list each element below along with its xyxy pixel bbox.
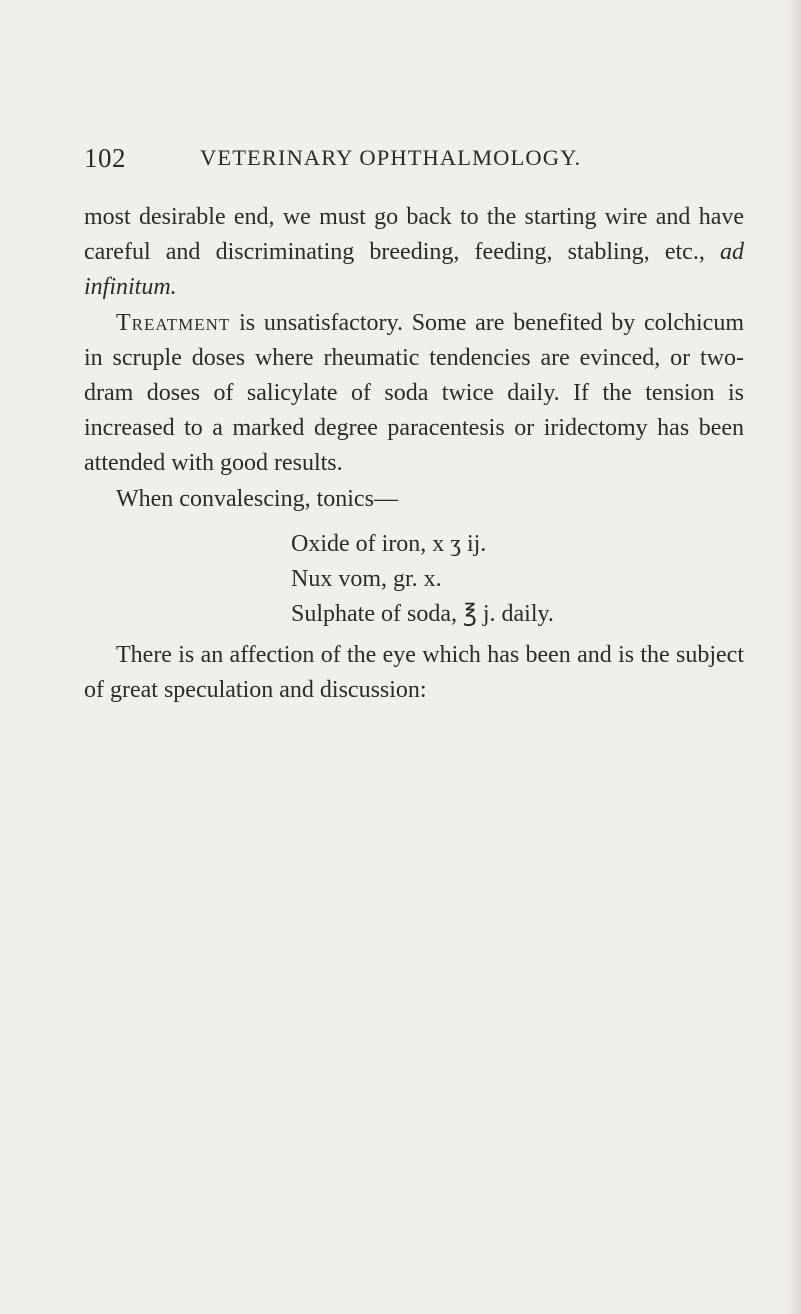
page-edge-shadow [787, 0, 801, 1314]
paragraph-affection: There is an affection of the eye which has been and is the subject of great speculation and discussion: [84, 641, 744, 704]
prescription-line: Sulphate of soda, ℥ j. daily. [291, 600, 554, 627]
paragraph-convalescing: When convalescing, tonics— [116, 485, 398, 512]
page-header [84, 143, 724, 179]
paragraph-1-text: most desirable end, we must go back to the starting wire and have careful and discriminating breeding, feeding, stabling, etc., [84, 204, 744, 266]
prescription-line: Nux vom, gr. x. [291, 565, 442, 592]
paragraph-continuation [84, 200, 744, 306]
running-title: VETERINARY OPHTHALMOLOGY. [200, 145, 582, 170]
treatment-lead: Treatment [116, 309, 231, 336]
paragraph-2-text: is unsatisfactory. Some are benefited by colchicum in scruple doses where rheumatic tendencies are evinced, or two-dram doses of salicylate of soda twice daily. If the tension is increased to a marked degree paracentesis or iridectomy has been attended with good results. [84, 309, 744, 477]
prescription-line: Oxide of iron, x ʒ ij. [291, 530, 487, 557]
paragraph-1-italic: ad infinitum. [84, 239, 744, 301]
page-body [84, 200, 744, 708]
paragraph-treatment [84, 306, 744, 482]
prescription [291, 527, 744, 632]
page-number: 102 [84, 143, 126, 173]
